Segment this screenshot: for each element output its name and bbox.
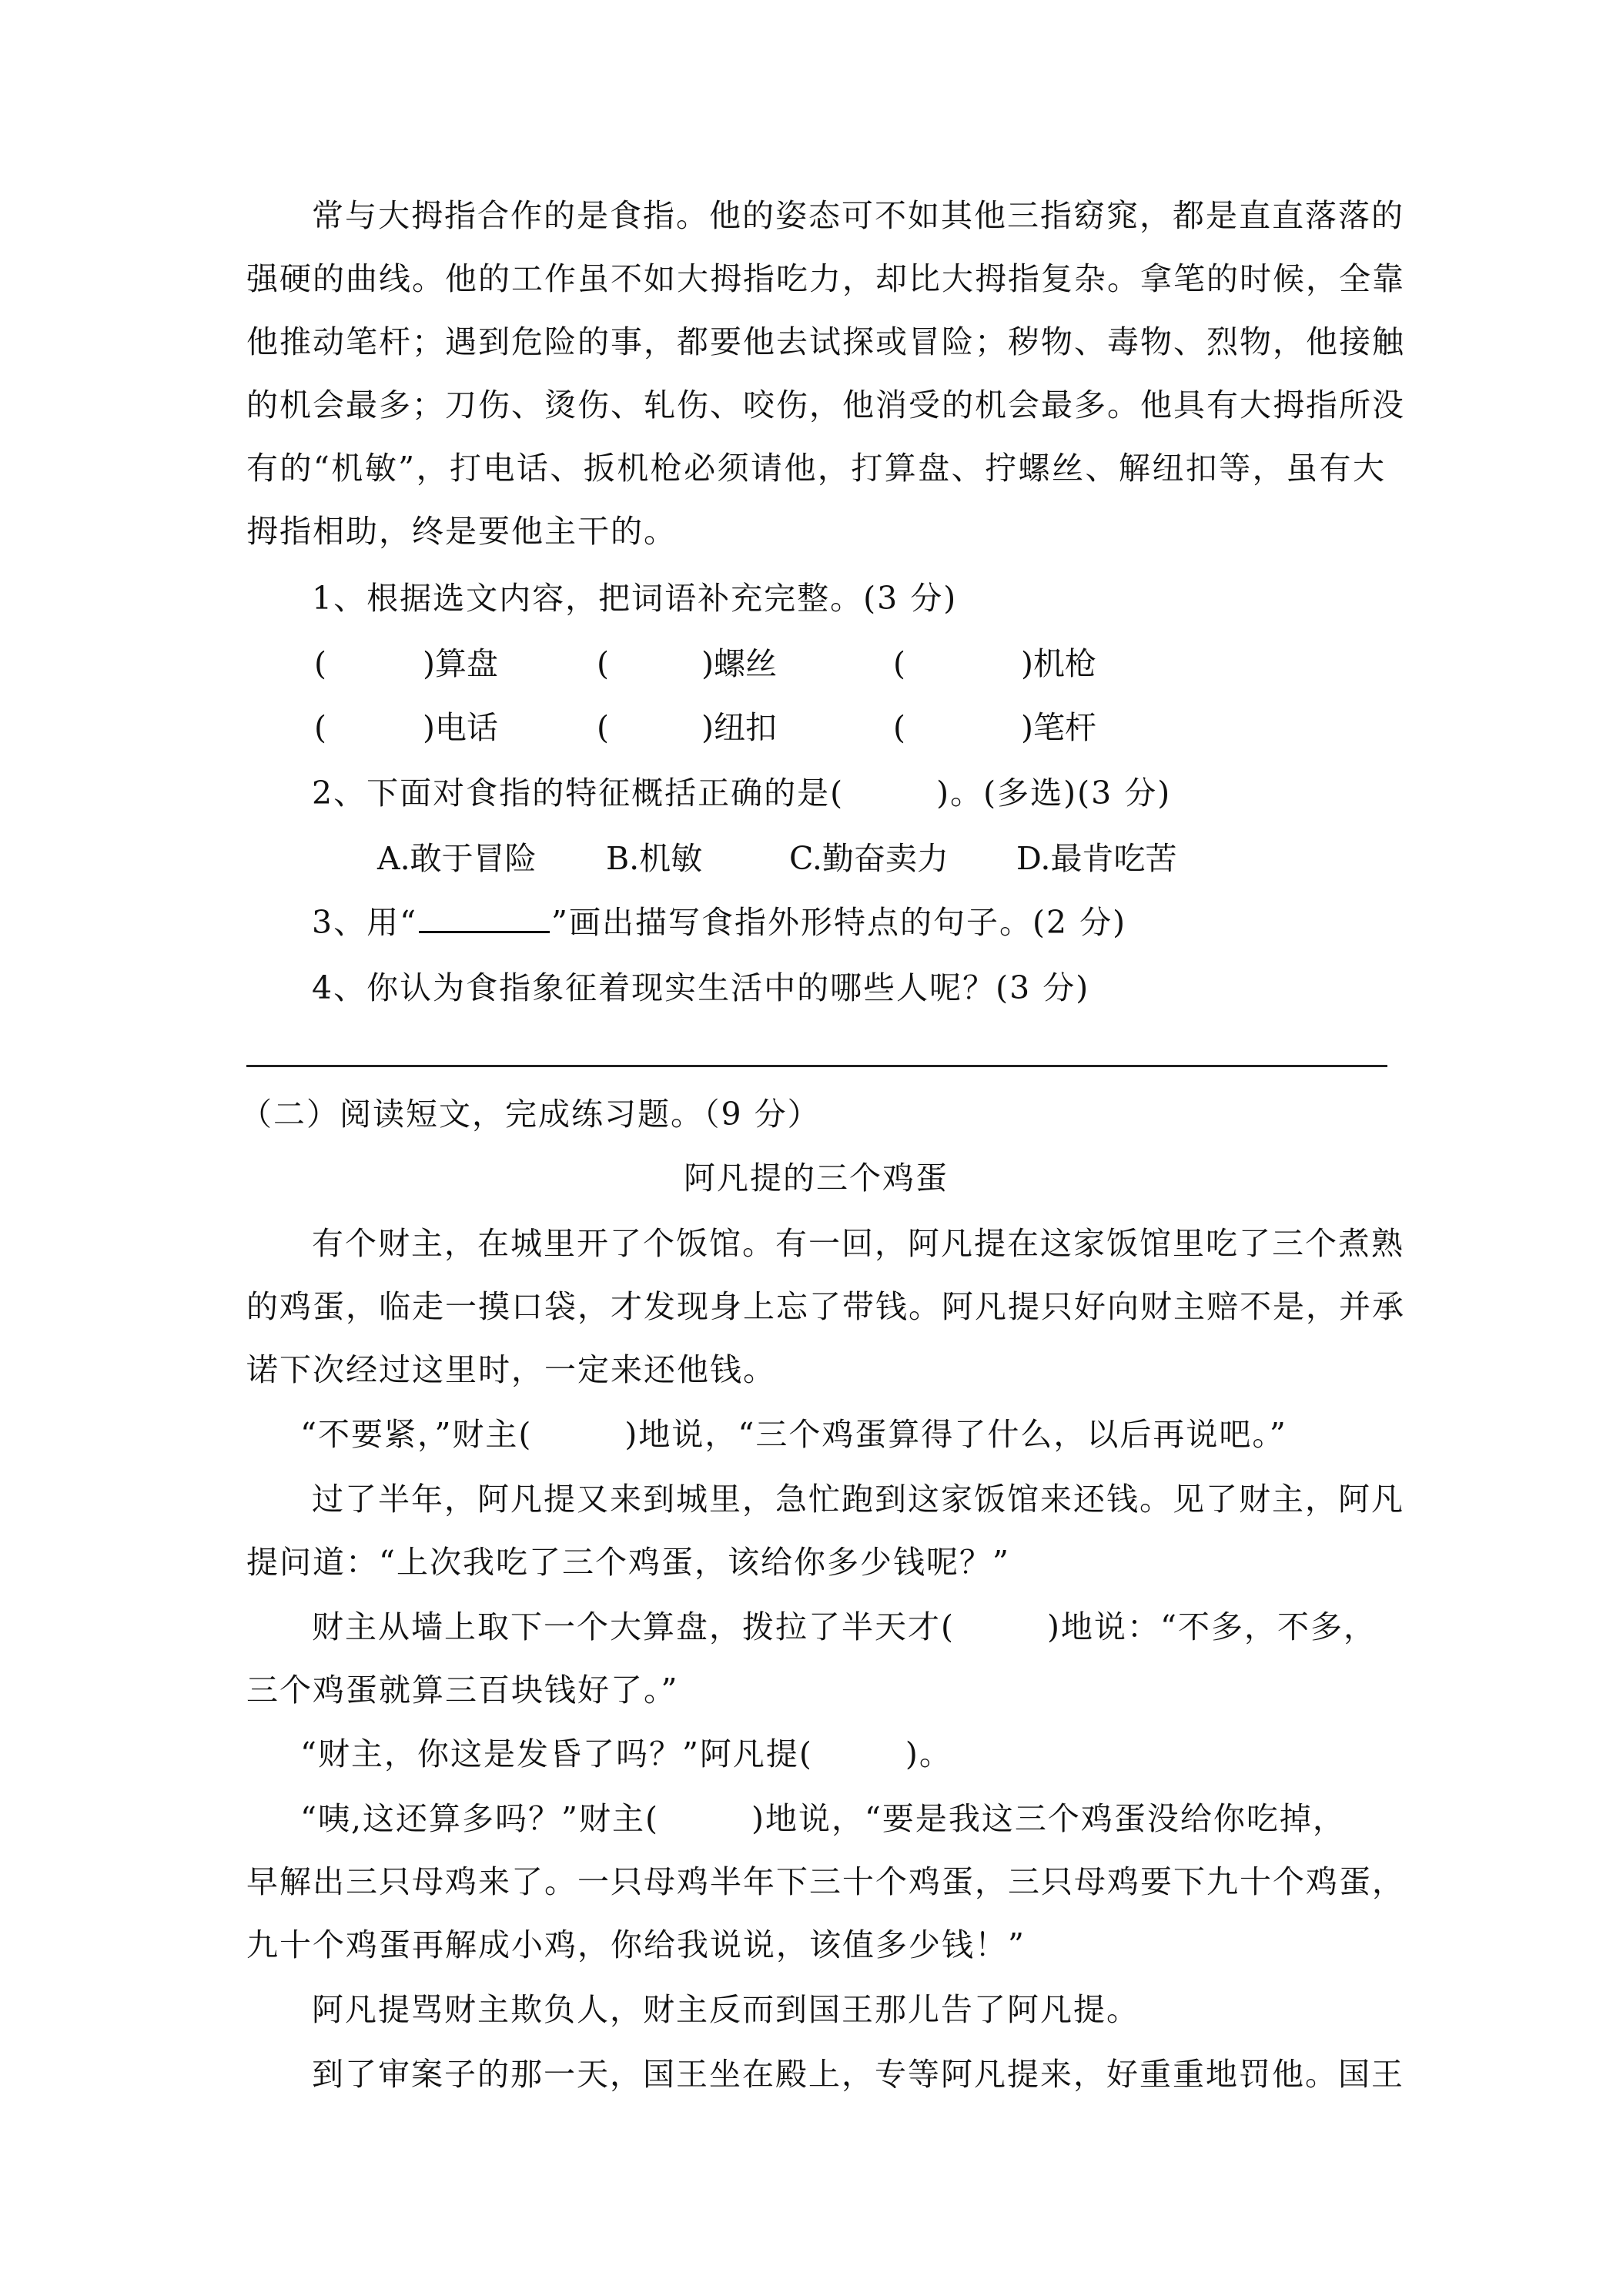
story-line: 到了审案子的那一天，国王坐在殿上，专等阿凡提来，好重重地罚他。国王 (312, 2056, 1404, 2093)
story-line: 提问道：“上次我吃了三个鸡蛋，该给你多少钱呢？” (246, 1544, 1010, 1581)
story-title: 阿凡提的三个鸡蛋 (684, 1160, 949, 1197)
passage-line: 强硬的曲线。他的工作虽不如大拇指吃力，却比大拇指复杂。拿笔的时候，全靠 (246, 260, 1405, 297)
passage-line: 有的“机敏”，打电话、扳机枪必须请他，打算盘、拧螺丝、解纽扣等，虽有大 (246, 450, 1386, 487)
underline-blank (419, 905, 550, 933)
option-a: A.敢于冒险 (377, 840, 537, 877)
question-1: 1、根据选文内容，把词语补充完整。(3 分) (312, 580, 958, 617)
story-line: “咦,这还算多吗？”财主( )地说，“要是我这三个鸡蛋没给你吃掉， (300, 1800, 1346, 1837)
story-line: 三个鸡蛋就算三百块钱好了。” (246, 1672, 679, 1709)
story-line: “财主，你这是发昏了吗？”阿凡提( )。 (300, 1735, 952, 1772)
fill-blank-word: ( )算盘 (314, 645, 498, 682)
option-d: D.最肯吃苦 (1016, 840, 1177, 877)
passage-line: 的机会最多；刀伤、烫伤、轧伤、咬伤，他消受的机会最多。他具有大拇指所没 (246, 387, 1405, 423)
passage-line: 拇指相助，终是要他主干的。 (246, 513, 677, 550)
story-line: 阿凡提骂财主欺负人，财主反而到国王那儿告了阿凡提。 (312, 1991, 1139, 2028)
section-heading: （二）阅读短文，完成练习题。（9 分） (240, 1096, 821, 1133)
option-c: C.勤奋卖力 (789, 840, 949, 877)
passage-line: 他推动笔杆；遇到危险的事，都要他去试探或冒险；秽物、毒物、烈物，他接触 (246, 323, 1405, 360)
fill-blank-word: ( )笔杆 (893, 709, 1096, 746)
fill-blank-word: ( )纽扣 (597, 709, 777, 746)
fill-blank-word: ( )电话 (314, 709, 498, 746)
story-line: 的鸡蛋，临走一摸口袋，才发现身上忘了带钱。阿凡提只好向财主赔不是，并承 (246, 1288, 1405, 1325)
passage-line: 常与大拇指合作的是食指。他的姿态可不如其他三指窈窕，都是直直落落的 (312, 197, 1404, 234)
fill-blank-word: ( )机枪 (893, 645, 1096, 682)
story-line: 有个财主，在城里开了个饭馆。有一回，阿凡提在这家饭馆里吃了三个煮熟 (312, 1225, 1404, 1262)
option-b: B.机敏 (606, 840, 703, 877)
fill-blank-word: ( )螺丝 (597, 645, 777, 682)
story-line: 财主从墙上取下一个大算盘，拨拉了半天才( )地说：“不多，不多， (312, 1608, 1377, 1645)
question-4: 4、你认为食指象征着现实生活中的哪些人呢？(3 分) (312, 969, 1090, 1006)
question-2: 2、下面对食指的特征概括正确的是( )。(多选)(3 分) (312, 775, 1172, 812)
story-line: 九十个鸡蛋再解成小鸡，你给我说说，该值多少钱！” (246, 1926, 1026, 1963)
story-line: 过了半年，阿凡提又来到城里，急忙跑到这家饭馆来还钱。见了财主，阿凡 (312, 1481, 1404, 1518)
story-line: 早解出三只母鸡来了。一只母鸡半年下三十个鸡蛋，三只母鸡要下九十个鸡蛋， (246, 1863, 1405, 1900)
story-line: “不要紧，”财主( )地说，“三个鸡蛋算得了什么，以后再说吧。” (300, 1416, 1287, 1453)
question-3: 3、用“ ”画出描写食指外形特点的句子。(2 分) (312, 904, 1127, 941)
story-line: 诺下次经过这里时，一定来还他钱。 (246, 1351, 776, 1388)
section-divider (246, 1065, 1387, 1067)
